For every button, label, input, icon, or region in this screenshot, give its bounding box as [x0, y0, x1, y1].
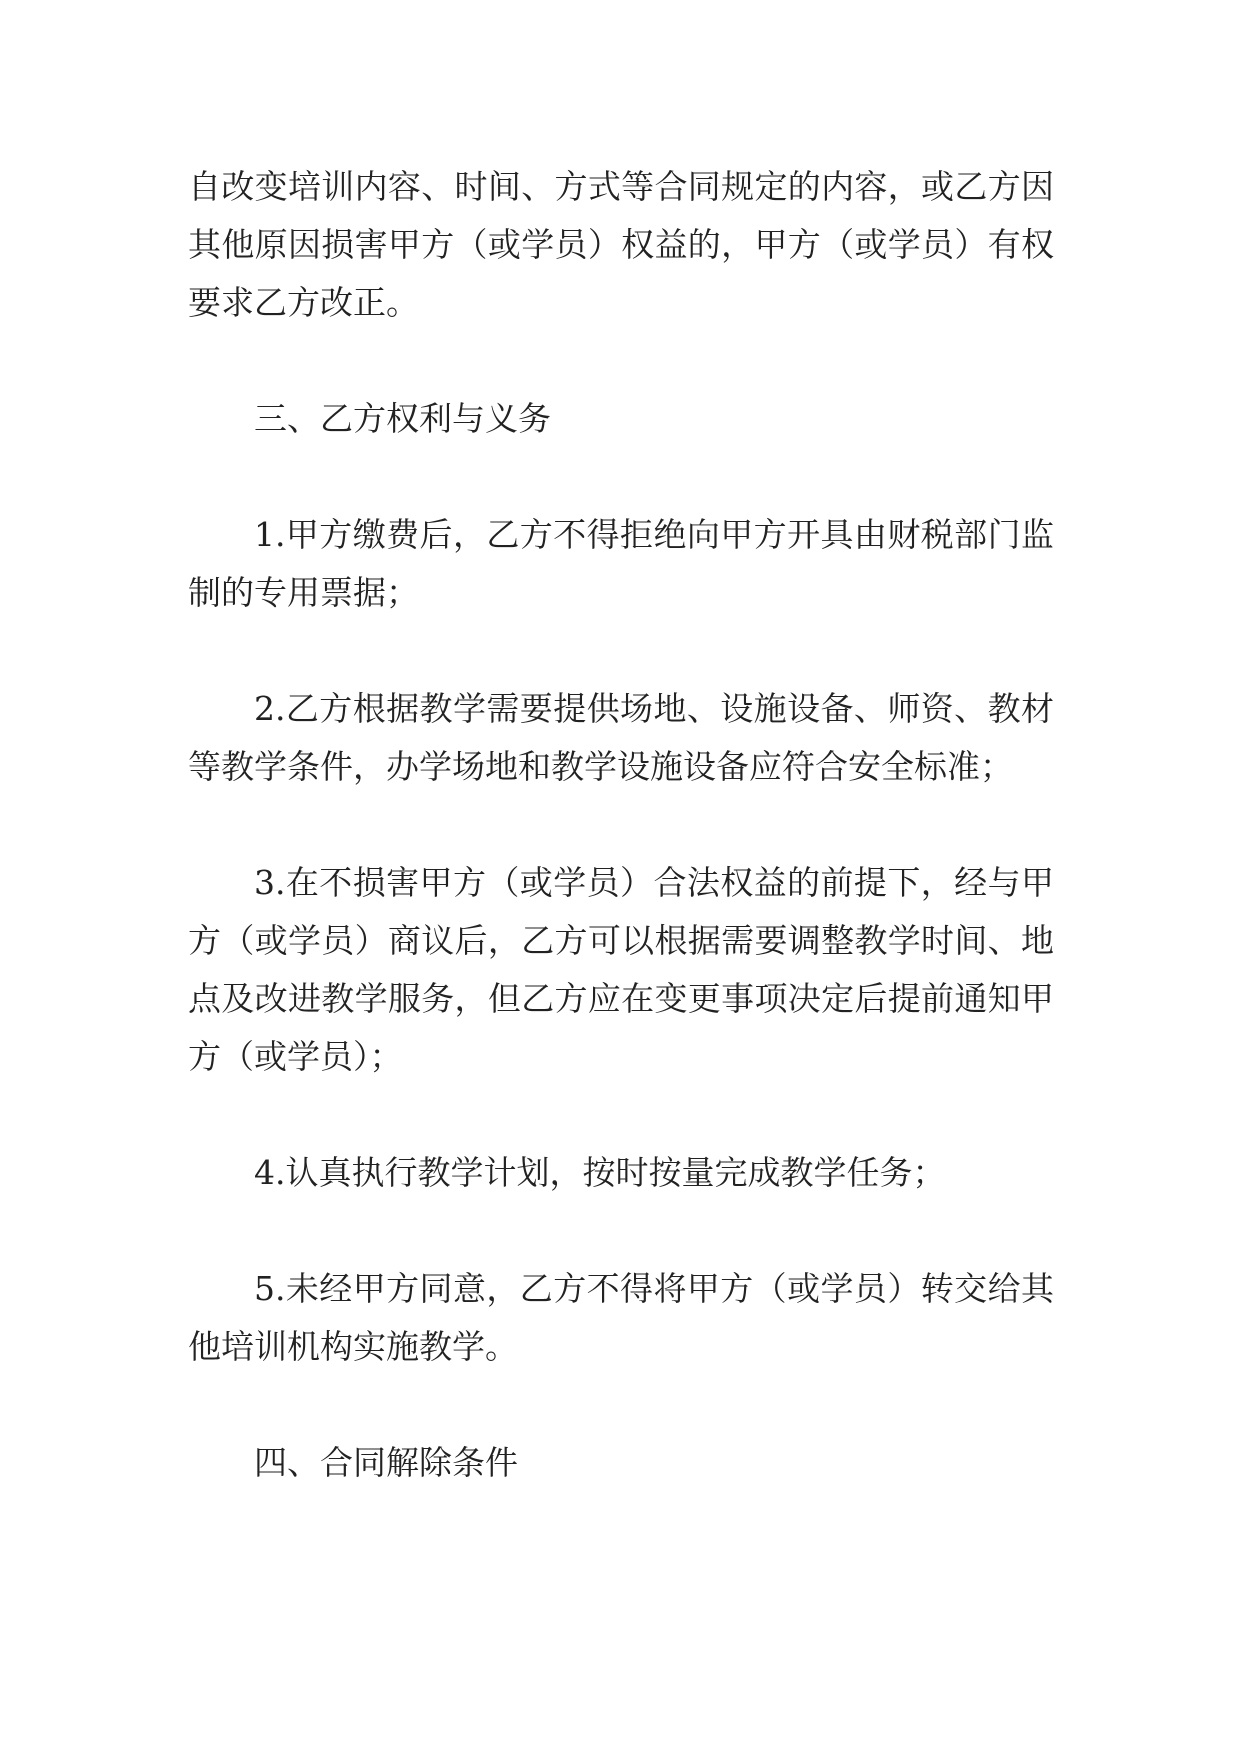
paragraph-continuation: 自改变培训内容、时间、方式等合同规定的内容，或乙方因其他原因损害甲方（或学员）权益的，甲方（或学员）有权要求乙方改正。	[188, 167, 1054, 322]
clause-item-5: 5.未经甲方同意，乙方不得将甲方（或学员）转交给其他培训机构实施教学。	[188, 1269, 1054, 1366]
section-heading-termination: 四、合同解除条件	[254, 1443, 518, 1482]
section-heading-party-b-rights: 三、乙方权利与义务	[254, 399, 551, 438]
clause-item-2: 2.乙方根据教学需要提供场地、设施设备、师资、教材等教学条件，办学场地和教学设施设备应符合安全标准；	[188, 689, 1054, 786]
document-body	[188, 158, 1054, 1492]
clause-item-3: 3.在不损害甲方（或学员）合法权益的前提下，经与甲方（或学员）商议后，乙方可以根据需要调整教学时间、地点及改进教学服务，但乙方应在变更事项决定后提前通知甲方（或学员）；	[188, 863, 1054, 1076]
clause-item-4: 4.认真执行教学计划，按时按量完成教学任务；	[254, 1153, 946, 1192]
clause-item-1: 1.甲方缴费后，乙方不得拒绝向甲方开具由财税部门监制的专用票据；	[188, 515, 1054, 612]
